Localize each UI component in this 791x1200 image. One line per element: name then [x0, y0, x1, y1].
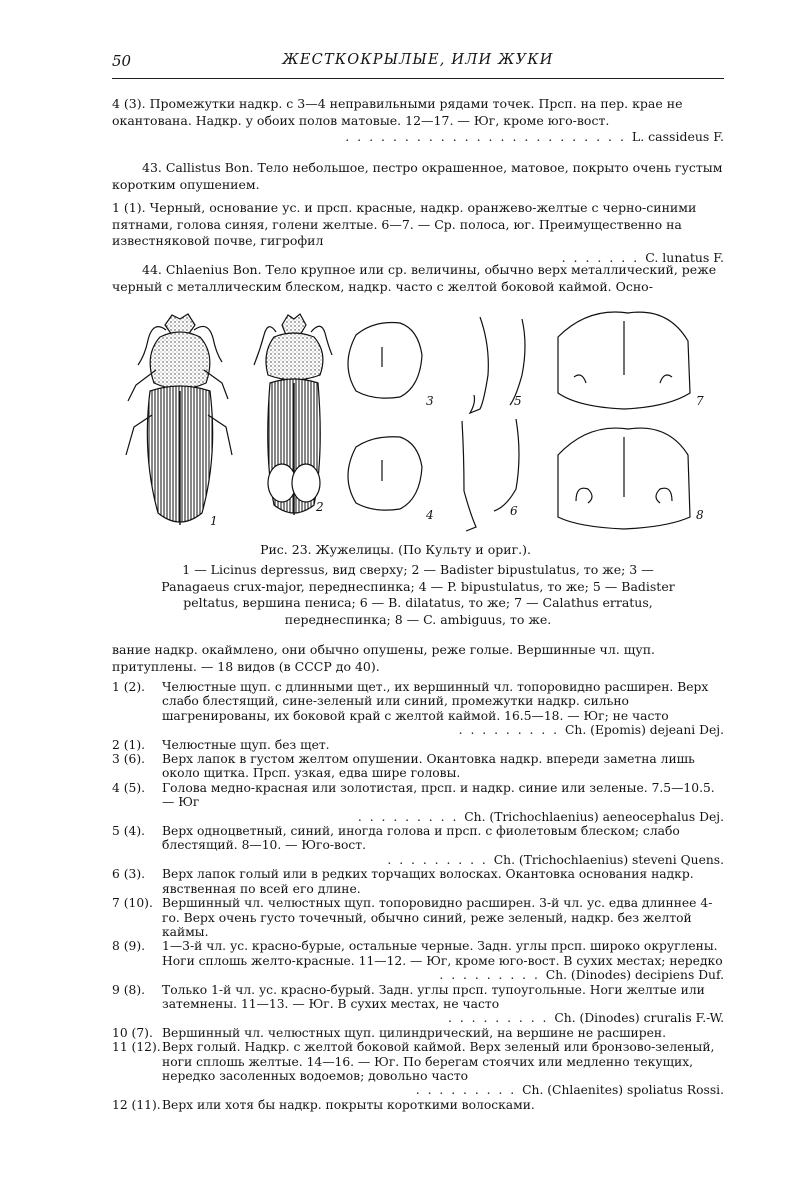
entry-text: Верх лапок голый или в редких торчащих волосках. Окантовка основания надкр. явственная по всей его длине.	[162, 867, 694, 896]
key-entry	[112, 680, 724, 738]
species-name: Ch. (Dinodes) cruralis F.-W.	[554, 1011, 724, 1026]
entry-text: Голова медно-красная или золотистая, прсп. и надкр. синие или зеленые. 7.5—10.5. — Юг	[162, 780, 715, 810]
identification-key	[112, 680, 724, 1112]
entry-text: Верх лапок в густом желтом опушении. Окантовка надкр. впереди заметна лишь около щитка. Прсп. узкая, едва шире головы.	[162, 752, 695, 781]
leader-dots: . . . . . . . . .	[439, 968, 546, 983]
leader-dots: . . . . . . . . .	[357, 809, 465, 824]
panagaeus-pronotum-drawings	[348, 323, 422, 511]
leader-dots: . . . . . . . . .	[387, 852, 494, 867]
entry-text: Верх или хотя бы надкр. покрыты короткими волосками.	[162, 1097, 535, 1112]
leader-dots: . . . . . . . . .	[415, 1083, 523, 1098]
key-entry	[112, 896, 724, 939]
chlaenius-continuation: вание надкр. окаймлено, они обычно опушены, реже голые. Вершинные чл. щуп. притуплены. — 18 видов (в СССР до 40).	[112, 642, 655, 674]
figure-label: 1	[210, 514, 218, 528]
figure-label: 5	[514, 394, 522, 408]
figure-label: 8	[696, 508, 704, 522]
genus-callistus: 43. Callistus Bon. Тело небольшое, пестро окрашенное, матовое, покрыто очень густым коротким опушением.	[112, 160, 723, 192]
entry-text: Челюстные щуп. без щет.	[162, 737, 330, 752]
figure-label: 3	[426, 394, 434, 408]
key-entry	[112, 824, 724, 867]
entry-text: Только 1-й чл. ус. красно-бурый. Задн. углы прсп. тупоугольные. Ноги желтые или затемнены. 11—13. — Юг. В сухих местах, не часто	[162, 982, 705, 1011]
species-name: C. lunatus F.	[645, 249, 724, 265]
entry-key: 5 (4).	[112, 824, 146, 839]
beetle-figure	[118, 305, 718, 535]
entry-text: 1—3-й чл. ус. красно-бурые, остальные черные. Задн. углы прсп. широко округлены. Ноги сплошь желто-красные. 11—12. — Юг, кроме юго-вост. В сухих местах; нередко	[162, 939, 723, 968]
key-entry	[112, 1098, 724, 1112]
running-title: ЖЕСТКОКРЫЛЫЕ, ИЛИ ЖУКИ	[282, 52, 554, 68]
entry-text: Верх голый. Надкр. с желтой боковой каймой. Верх зеленый или бронзово-зеленый, ноги сплошь желтые. 14—16. — Юг. По берегам стоячих или медленно текущих, нередко засоленных водоемов; довольно часто	[162, 1040, 715, 1083]
entry-key: 10 (7).	[112, 1025, 153, 1040]
entry-text: Вершинный чл. челюстных щуп. топоровидно расширен. 3-й чл. ус. едва длиннее 4-го. Верх очень густо точечный, обычно синий, реже зеленый, надкр. без желтой каймы.	[162, 896, 713, 939]
species-name: Ch. (Chlaenites) spoliatus Rossi.	[522, 1083, 724, 1098]
leader-dots: . . . . . . . . . . . . . . . . . . . . . . . .	[345, 129, 632, 144]
species-name: Ch. (Trichochlaenius) aeneocephalus Dej.	[464, 809, 724, 824]
entry-key: 11 (12).	[112, 1040, 161, 1055]
key-entry	[112, 781, 724, 824]
entry-key: 1 (2).	[112, 680, 146, 694]
figure-label: 7	[696, 394, 704, 408]
licinus-drawing	[126, 314, 232, 525]
leader-dots: . . . . . . . . .	[448, 1011, 555, 1026]
entry-key: 4 (3).	[112, 96, 146, 111]
key-entry	[112, 1026, 724, 1040]
key-entry	[112, 1040, 724, 1098]
calathus-pronotum-drawings	[558, 312, 690, 529]
species-name: Ch. (Dinodes) decipiens Duf.	[545, 968, 724, 983]
key-entry	[112, 867, 724, 896]
key-entry	[112, 752, 724, 781]
species-name: Ch. (Trichochlaenius) steveni Quens.	[493, 852, 724, 867]
penis-tip-drawings	[462, 317, 525, 531]
entry-text: Вершинный чл. челюстных щуп. цилиндрический, на вершине не расширен.	[162, 1025, 666, 1040]
figure-label: 4	[426, 508, 434, 522]
entry-key: 8 (9).	[112, 939, 146, 954]
key-entry	[112, 983, 724, 1026]
running-header	[112, 50, 724, 79]
entry-key: 12 (11).	[112, 1097, 161, 1112]
figure-label: 2	[316, 500, 324, 514]
entry-text: Челюстные щуп. с длинными щет., их вершинный чл. топоровидно расширен. Верх слабо блестящий, сине-зеленый или синий, промежутки надкр. сильно шагренированы, их боковой край с желтой каймой. 16.5—18. — Юг; не часто	[162, 680, 709, 723]
figure-legend: 1 — Licinus depressus, вид сверху; 2 — Badister bipustulatus, то же; 3 — Panagaeus crux-major, переднеспинка; 4 — P. bipustulatus, то же; 5 — Badister peltatus, вершина пениса; 6 — B. dilatatus, то же; 7 — Calathus erratus, переднеспинка; 8 — C. ambiguus, то же.	[161, 562, 675, 627]
genus-chlaenius: 44. Chlaenius Bon. Тело крупное или ср. величины, обычно верх металлический, реже черный с металлическим блеском, надкр. часто с желтой боковой каймой. Осно-	[112, 262, 717, 294]
key-entry-4	[112, 96, 724, 146]
page-number: 50	[112, 52, 132, 70]
leader-dots: . . . . . . .	[561, 249, 646, 265]
figure-caption: Рис. 23. Жужелицы. (По Культу и ориг.).	[260, 542, 531, 557]
entry-key: 2 (1).	[112, 737, 146, 752]
entry-text: Промежутки надкр. с 3—4 неправильными рядами точек. Прсп. на пер. крае не окантована. Надкр. у обоих полов матовые. 12—17. — Юг, кроме юго-вост.	[112, 96, 683, 128]
key-entry	[112, 939, 724, 982]
figure-label: 6	[510, 504, 518, 518]
entry-key: 6 (3).	[112, 867, 146, 882]
badister-drawing	[254, 314, 332, 515]
entry-text: Верх одноцветный, синий, иногда голова и прсп. с фиолетовым блеском; слабо блестящий. 8—10. — Юго-вост.	[162, 824, 680, 853]
entry-key: 9 (8).	[112, 982, 146, 997]
callistus-key	[112, 200, 724, 266]
entry-key: 7 (10).	[112, 896, 153, 911]
leader-dots: . . . . . . . . .	[458, 723, 565, 738]
entry-key: 3 (6).	[112, 752, 146, 767]
species-name: Ch. (Epomis) dejeani Dej.	[565, 723, 724, 738]
species-name: L. cassideus F.	[631, 129, 724, 144]
entry-text: Черный, основание ус. и прсп. красные, надкр. оранжево-желтые с черно-синими пятнами, голова синяя, голени желтые. 6—7. — Ср. полоса, юг. Преимущественно на известняковой почве, гигрофил	[112, 200, 697, 248]
entry-key: 1 (1).	[112, 200, 146, 215]
entry-key: 4 (5).	[112, 780, 146, 795]
key-entry	[112, 738, 724, 752]
